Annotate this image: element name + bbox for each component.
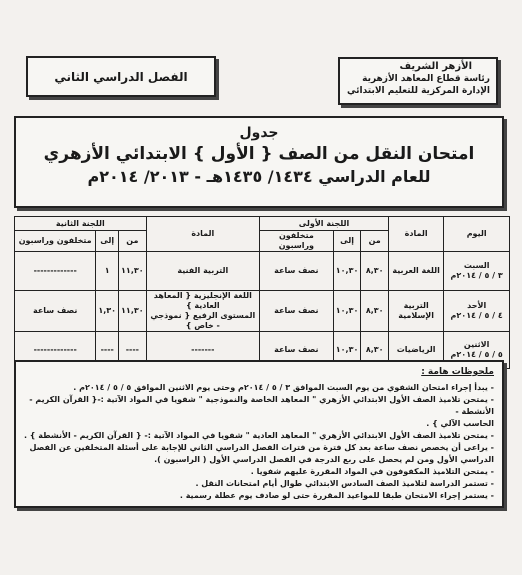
header-subject-1: المادة	[389, 217, 444, 252]
to-1-cell: ١٠,٣٠	[333, 332, 361, 369]
list-item: - يمتحن تلاميذ الصف الأول الابتدائي الأزهري " المعاهد الخاصة والنموذجية " شفويا في المواد الآتية :-{ القرآن الكريم - الأنشطة -	[29, 395, 494, 416]
subject-2-cell: -------	[146, 332, 259, 369]
to-1-cell: ١٠,٣٠	[333, 252, 361, 291]
title-line-1: امتحان النقل من الصف { الأول } الابتدائي الأزهري	[43, 144, 475, 164]
late-1-cell: نصف ساعة	[259, 332, 333, 369]
day-name: السبت	[463, 261, 490, 270]
to-2-cell: ١,٣٠	[96, 291, 119, 332]
table-row	[15, 252, 510, 291]
list-item: - تستمر الدراسة لتلاميذ الصف السادس الابتدائي طوال أيام امتحانات النقل .	[195, 479, 494, 488]
list-item: - يراعى أن يخصص نصف ساعة بعد كل فترة من فترات الفصل الدراسي الثاني للإجابة على أسئلة المتخلفين عن الفصل	[29, 443, 494, 452]
list-item: الحاسب الآلي } .	[426, 419, 494, 428]
list-item: - يبدأ إجراء امتحان الشفوي من يوم السبت الموافق ٣ / ٥ / ٢٠١٤م وحتى يوم الاثنين الموافق ٥ / ٥ / ٢٠١٤م .	[73, 383, 494, 392]
subject-2-cell: التربية الفنية	[146, 252, 259, 291]
to-2-cell: ----	[96, 332, 119, 369]
day-cell	[444, 291, 510, 332]
day-date: ٤ / ٥ / ٢٠١٤م	[450, 311, 503, 320]
header-committee-2: اللجنة الثانية	[15, 217, 147, 231]
header-committee-1: اللجنة الأولى	[259, 217, 388, 231]
from-1-cell: ٨,٣٠	[361, 252, 389, 291]
notes-list	[22, 382, 494, 502]
header-day: اليوم	[444, 217, 510, 252]
table-row	[15, 291, 510, 332]
day-date: ٥ / ٥ / ٢٠١٤م	[450, 350, 503, 359]
from-2-cell: ----	[119, 332, 147, 369]
notes-title: ملحوظات هامة :	[421, 367, 494, 377]
late-2-cell: -------------	[15, 252, 96, 291]
from-1-cell: ٨,٣٠	[361, 332, 389, 369]
subject-1-cell: اللغة العربية	[389, 252, 444, 291]
schedule-table	[14, 216, 510, 369]
subject-2-line-b: المستوى الرفيع { نموذجي - خاص }	[150, 311, 256, 330]
table-header-row	[15, 217, 510, 231]
day-date: ٣ / ٥ / ٢٠١٤م	[450, 271, 503, 280]
list-item: - يمتحن تلاميذ الصف الأول الابتدائي الأزهري " المعاهد العادية " شفويا في المواد الآتية :- { القرآن الكريم - الأنشطة } .	[23, 431, 494, 440]
org-line-2: رئاسة قطاع المعاهد الأزهرية	[362, 74, 490, 84]
header-from-2: من	[119, 231, 147, 252]
org-line-1: الأزهر الشريف	[399, 61, 472, 72]
day-name: الأحد	[467, 301, 487, 310]
day-cell	[444, 252, 510, 291]
org-line-3: الإدارة المركزية للتعليم الابتدائي	[347, 86, 490, 96]
title-line-0: جدول	[239, 125, 279, 141]
from-1-cell: ٨,٣٠	[361, 291, 389, 332]
to-1-cell: ١٠,٣٠	[333, 291, 361, 332]
title-block	[14, 116, 504, 208]
semester-label-box	[26, 56, 216, 97]
header-to-1: إلى	[333, 231, 361, 252]
header-late-1: متخلفون وراسبون	[259, 231, 333, 252]
header-from-1: من	[361, 231, 389, 252]
late-1-cell: نصف ساعة	[259, 252, 333, 291]
day-name: الاثنين	[463, 340, 490, 349]
subject-1-cell: الرياضيات	[389, 332, 444, 369]
late-1-cell: نصف ساعة	[259, 291, 333, 332]
organization-header	[338, 57, 498, 105]
list-item: - يستمر إجراء الامتحان طبقا للمواعيد المقررة حتى لو صادف يوم عطلة رسمية .	[179, 491, 494, 500]
late-2-cell: -------------	[15, 332, 96, 369]
late-2-cell: نصف ساعة	[15, 291, 96, 332]
from-2-cell: ١١,٣٠	[119, 291, 147, 332]
subject-1-cell: التربية الإسلامية	[389, 291, 444, 332]
subject-2-cell	[146, 291, 259, 332]
subject-2-line-a: اللغة الإنجليزية { المعاهد العادية }	[153, 291, 252, 310]
header-to-2: إلى	[96, 231, 119, 252]
from-2-cell: ١١,٣٠	[119, 252, 147, 291]
header-subject-2: المادة	[146, 217, 259, 252]
title-line-2: للعام الدراسي ١٤٣٤/ ١٤٣٥هـ - ٢٠١٣/ ٢٠١٤م	[87, 167, 431, 186]
list-item: - يمتحن التلاميذ المكفوفون في المواد المقررة عليهم شفويا .	[250, 467, 494, 476]
semester-label: الفصل الدراسي الثاني	[54, 69, 188, 84]
to-2-cell: ١	[96, 252, 119, 291]
notes-box	[14, 360, 504, 508]
list-item: الدراسي الأول ومن لم يحصل على ربع الدرجة في الفصل الدراسي الأول ( الراسبون ).	[154, 455, 494, 464]
header-late-2: متخلفون وراسبون	[15, 231, 96, 252]
